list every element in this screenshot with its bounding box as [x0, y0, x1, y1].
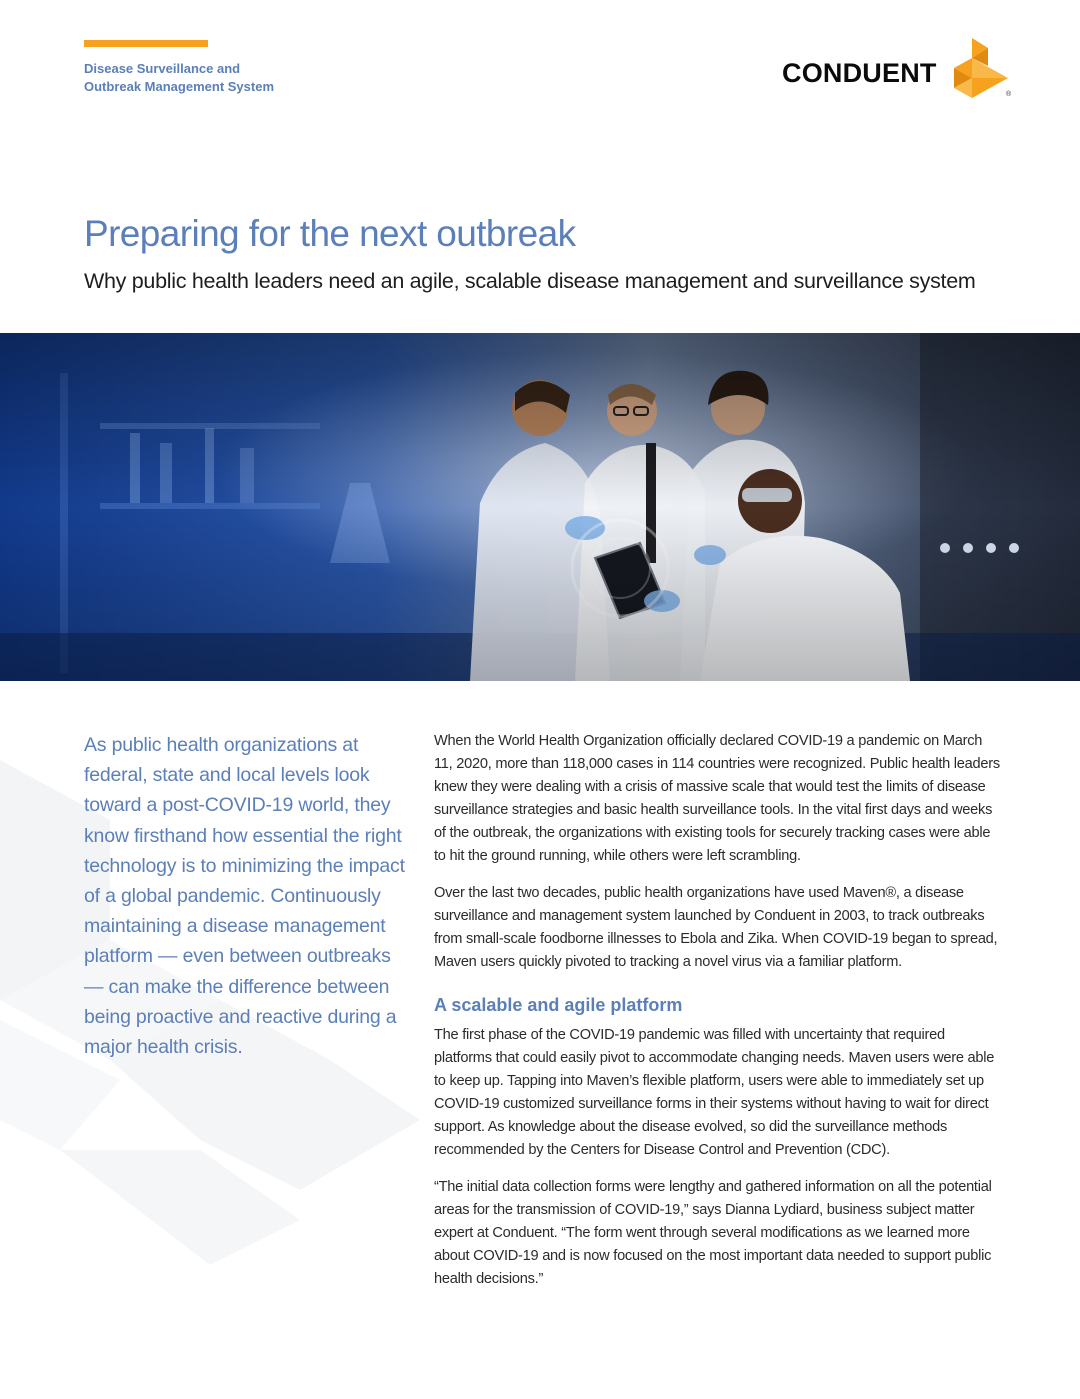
page-subtitle: Why public health leaders need an agile, scalable disease management and surveillance system	[84, 269, 976, 293]
conduent-logo-icon	[950, 36, 1016, 102]
section-heading: A scalable and agile platform	[434, 995, 683, 1015]
brand-name: CONDUENT	[782, 58, 937, 88]
header-accent-bar	[84, 40, 208, 47]
body-paragraph-4: “The initial data collection forms were lengthy and gathered information on all the potential areas for the transmission of COVID-19,” says Dianna Lydiard, business subject matter expert at Conduent. “The form went through several modifications as we learned more about COVID-19 and is now focused on the most important data needed to support public health decisions.”	[434, 1179, 992, 1287]
document-tagline	[84, 60, 344, 96]
body-paragraph-2: Over the last two decades, public health organizations have used Maven®, a disease surveillance and management system launched by Conduent in 2003, to track outbreaks from small-scale foodborne illnesses to Ebola and Zika. When COVID-19 began to spread, Maven users quickly pivoted to tracking a novel virus via a familiar platform.	[434, 885, 998, 970]
hero-image	[0, 333, 1080, 681]
tagline-line-2: Outbreak Management System	[84, 79, 275, 94]
page-title: Preparing for the next outbreak	[84, 213, 576, 254]
conduent-brand	[782, 36, 1022, 102]
tagline-line-1: Disease Surveillance and	[84, 61, 241, 76]
trademark-symbol: ®	[1006, 91, 1012, 98]
body-paragraph-3: The first phase of the COVID-19 pandemic was filled with uncertainty that required platforms that could easily pivot to accommodate changing needs. Maven users were able to keep up. Tapping into Maven’s flexible platform, users were able to immediately set up COVID-19 customized surveillance forms in their systems without having to wait for direct support. As knowledge about the disease evolved, so did the surveillance methods recommended by the Centers for Disease Control and Prevention (CDC).	[434, 1027, 995, 1158]
lab-scientists-photo	[0, 333, 1080, 681]
pull-quote: As public health organizations at federal, state and local levels look toward a post-COVID-19 world, they know firsthand how essential the right technology is to minimizing the impact of a global pandemic. Continuously maintaining a disease management platform — even between outbreaks — can make the difference between being proactive and reactive during a major health crisis.	[84, 734, 405, 1059]
body-paragraph-1: When the World Health Organization officially declared COVID-19 a pandemic on March 11, 2020, more than 118,000 cases in 114 countries were recognized. Public health leaders knew they were dealing with a crisis of massive scale that would test the limits of disease surveillance strategies and basic health surveillance tools. In the vital first days and weeks of the outbreak, the organizations with existing tools for securely tracking cases were able to hit the ground running, while others were left scrambling.	[434, 733, 1000, 864]
body-column	[434, 730, 1000, 1305]
